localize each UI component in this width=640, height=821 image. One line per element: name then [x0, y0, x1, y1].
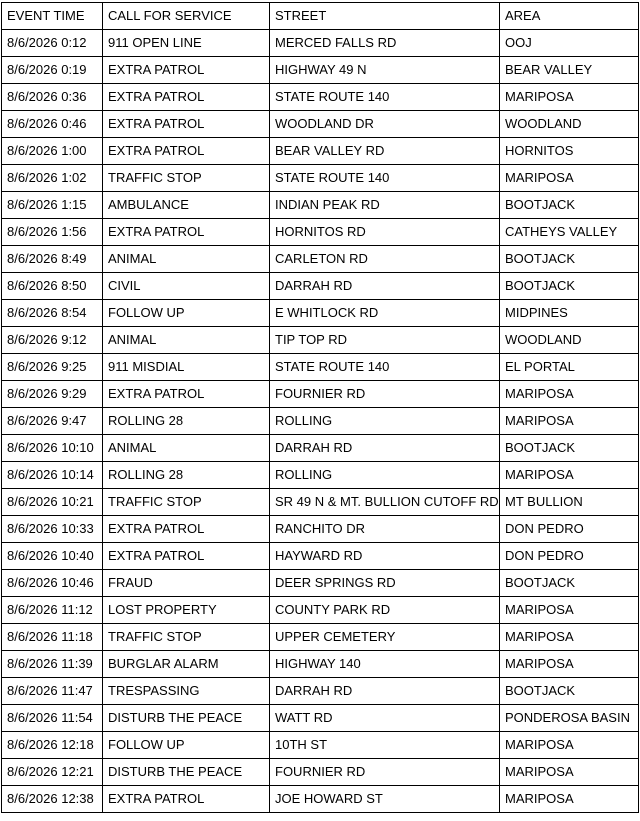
area-cell: MARIPOSA: [500, 165, 639, 192]
table-row: [2, 192, 639, 219]
table-row: [2, 651, 639, 678]
call-for-service-cell: ANIMAL: [103, 435, 270, 462]
street-cell: DARRAH RD: [270, 435, 500, 462]
table-row: [2, 759, 639, 786]
table-row: [2, 678, 639, 705]
call-for-service-cell: FOLLOW UP: [103, 300, 270, 327]
area-cell: DON PEDRO: [500, 543, 639, 570]
area-cell: WOODLAND: [500, 327, 639, 354]
street-cell: HIGHWAY 140: [270, 651, 500, 678]
call-for-service-cell: BURGLAR ALARM: [103, 651, 270, 678]
area-cell: BOOTJACK: [500, 570, 639, 597]
call-for-service-cell: TRAFFIC STOP: [103, 624, 270, 651]
table-row: [2, 246, 639, 273]
street-cell: DEER SPRINGS RD: [270, 570, 500, 597]
street-cell: BEAR VALLEY RD: [270, 138, 500, 165]
street-cell: FOURNIER RD: [270, 759, 500, 786]
street-cell: STATE ROUTE 140: [270, 165, 500, 192]
street-cell: WATT RD: [270, 705, 500, 732]
call-for-service-cell: DISTURB THE PEACE: [103, 705, 270, 732]
area-cell: MARIPOSA: [500, 597, 639, 624]
street-cell: ROLLING: [270, 462, 500, 489]
event-time-cell: 8/6/2026 11:54: [2, 705, 103, 732]
call-for-service-cell: EXTRA PATROL: [103, 219, 270, 246]
table-row: [2, 435, 639, 462]
event-time-cell: 8/6/2026 8:50: [2, 273, 103, 300]
column-header-event-time: EVENT TIME: [2, 3, 103, 30]
table-row: [2, 300, 639, 327]
call-log-table: [1, 2, 639, 813]
street-cell: E WHITLOCK RD: [270, 300, 500, 327]
area-cell: MARIPOSA: [500, 408, 639, 435]
area-cell: HORNITOS: [500, 138, 639, 165]
column-header-area: AREA: [500, 3, 639, 30]
table-row: [2, 489, 639, 516]
table-row: [2, 786, 639, 813]
area-cell: MARIPOSA: [500, 732, 639, 759]
call-for-service-cell: ANIMAL: [103, 246, 270, 273]
area-cell: BOOTJACK: [500, 246, 639, 273]
call-for-service-cell: LOST PROPERTY: [103, 597, 270, 624]
street-cell: WOODLAND DR: [270, 111, 500, 138]
area-cell: OOJ: [500, 30, 639, 57]
street-cell: HORNITOS RD: [270, 219, 500, 246]
street-cell: FOURNIER RD: [270, 381, 500, 408]
area-cell: MARIPOSA: [500, 462, 639, 489]
table-row: [2, 111, 639, 138]
street-cell: SR 49 N & MT. BULLION CUTOFF RD: [270, 489, 500, 516]
event-time-cell: 8/6/2026 9:25: [2, 354, 103, 381]
street-cell: ROLLING: [270, 408, 500, 435]
call-for-service-cell: 911 OPEN LINE: [103, 30, 270, 57]
street-cell: HIGHWAY 49 N: [270, 57, 500, 84]
call-for-service-cell: EXTRA PATROL: [103, 138, 270, 165]
table-row: [2, 597, 639, 624]
table-body: [2, 30, 639, 813]
table-row: [2, 516, 639, 543]
area-cell: BOOTJACK: [500, 678, 639, 705]
event-time-cell: 8/6/2026 12:38: [2, 786, 103, 813]
area-cell: MIDPINES: [500, 300, 639, 327]
area-cell: DON PEDRO: [500, 516, 639, 543]
table-row: [2, 327, 639, 354]
event-time-cell: 8/6/2026 0:19: [2, 57, 103, 84]
call-for-service-cell: EXTRA PATROL: [103, 57, 270, 84]
call-for-service-cell: EXTRA PATROL: [103, 543, 270, 570]
table-row: [2, 381, 639, 408]
table-row: [2, 84, 639, 111]
call-for-service-cell: EXTRA PATROL: [103, 786, 270, 813]
call-for-service-cell: ROLLING 28: [103, 408, 270, 435]
event-time-cell: 8/6/2026 9:12: [2, 327, 103, 354]
call-for-service-cell: FOLLOW UP: [103, 732, 270, 759]
event-time-cell: 8/6/2026 10:21: [2, 489, 103, 516]
table-row: [2, 543, 639, 570]
table-row: [2, 273, 639, 300]
area-cell: CATHEYS VALLEY: [500, 219, 639, 246]
table-header: [2, 3, 639, 30]
area-cell: BOOTJACK: [500, 435, 639, 462]
table-row: [2, 624, 639, 651]
event-time-cell: 8/6/2026 11:47: [2, 678, 103, 705]
area-cell: MARIPOSA: [500, 759, 639, 786]
event-time-cell: 8/6/2026 8:49: [2, 246, 103, 273]
street-cell: HAYWARD RD: [270, 543, 500, 570]
event-time-cell: 8/6/2026 0:36: [2, 84, 103, 111]
street-cell: 10TH ST: [270, 732, 500, 759]
event-time-cell: 8/6/2026 0:12: [2, 30, 103, 57]
table-row: [2, 57, 639, 84]
area-cell: MARIPOSA: [500, 786, 639, 813]
event-time-cell: 8/6/2026 1:02: [2, 165, 103, 192]
column-header-call-for-service: CALL FOR SERVICE: [103, 3, 270, 30]
call-for-service-cell: ROLLING 28: [103, 462, 270, 489]
event-time-cell: 8/6/2026 12:18: [2, 732, 103, 759]
column-header-street: STREET: [270, 3, 500, 30]
call-for-service-cell: DISTURB THE PEACE: [103, 759, 270, 786]
call-for-service-cell: FRAUD: [103, 570, 270, 597]
street-cell: JOE HOWARD ST: [270, 786, 500, 813]
area-cell: BEAR VALLEY: [500, 57, 639, 84]
table-row: [2, 138, 639, 165]
area-cell: EL PORTAL: [500, 354, 639, 381]
call-for-service-cell: CIVIL: [103, 273, 270, 300]
street-cell: DARRAH RD: [270, 273, 500, 300]
event-time-cell: 8/6/2026 10:40: [2, 543, 103, 570]
area-cell: MARIPOSA: [500, 651, 639, 678]
event-time-cell: 8/6/2026 1:00: [2, 138, 103, 165]
table-row: [2, 570, 639, 597]
event-time-cell: 8/6/2026 10:14: [2, 462, 103, 489]
event-time-cell: 8/6/2026 10:46: [2, 570, 103, 597]
call-for-service-cell: EXTRA PATROL: [103, 84, 270, 111]
call-for-service-cell: TRAFFIC STOP: [103, 165, 270, 192]
table-row: [2, 30, 639, 57]
street-cell: INDIAN PEAK RD: [270, 192, 500, 219]
street-cell: TIP TOP RD: [270, 327, 500, 354]
call-for-service-cell: TRAFFIC STOP: [103, 489, 270, 516]
event-time-cell: 8/6/2026 9:47: [2, 408, 103, 435]
call-for-service-cell: 911 MISDIAL: [103, 354, 270, 381]
area-cell: MARIPOSA: [500, 84, 639, 111]
event-time-cell: 8/6/2026 10:10: [2, 435, 103, 462]
call-for-service-cell: TRESPASSING: [103, 678, 270, 705]
call-for-service-cell: EXTRA PATROL: [103, 111, 270, 138]
street-cell: CARLETON RD: [270, 246, 500, 273]
area-cell: PONDEROSA BASIN: [500, 705, 639, 732]
event-time-cell: 8/6/2026 11:39: [2, 651, 103, 678]
table-row: [2, 354, 639, 381]
event-time-cell: 8/6/2026 10:33: [2, 516, 103, 543]
event-time-cell: 8/6/2026 1:56: [2, 219, 103, 246]
street-cell: DARRAH RD: [270, 678, 500, 705]
street-cell: MERCED FALLS RD: [270, 30, 500, 57]
table-row: [2, 462, 639, 489]
area-cell: WOODLAND: [500, 111, 639, 138]
call-for-service-cell: EXTRA PATROL: [103, 381, 270, 408]
table-row: [2, 732, 639, 759]
event-time-cell: 8/6/2026 12:21: [2, 759, 103, 786]
header-row: [2, 3, 639, 30]
table-row: [2, 165, 639, 192]
event-time-cell: 8/6/2026 9:29: [2, 381, 103, 408]
area-cell: BOOTJACK: [500, 273, 639, 300]
area-cell: BOOTJACK: [500, 192, 639, 219]
street-cell: UPPER CEMETERY: [270, 624, 500, 651]
area-cell: MARIPOSA: [500, 624, 639, 651]
call-for-service-cell: ANIMAL: [103, 327, 270, 354]
event-time-cell: 8/6/2026 11:12: [2, 597, 103, 624]
event-time-cell: 8/6/2026 11:18: [2, 624, 103, 651]
table-row: [2, 705, 639, 732]
event-time-cell: 8/6/2026 8:54: [2, 300, 103, 327]
area-cell: MT BULLION: [500, 489, 639, 516]
area-cell: MARIPOSA: [500, 381, 639, 408]
event-time-cell: 8/6/2026 1:15: [2, 192, 103, 219]
table-row: [2, 219, 639, 246]
call-for-service-cell: AMBULANCE: [103, 192, 270, 219]
street-cell: RANCHITO DR: [270, 516, 500, 543]
call-for-service-cell: EXTRA PATROL: [103, 516, 270, 543]
event-time-cell: 8/6/2026 0:46: [2, 111, 103, 138]
street-cell: COUNTY PARK RD: [270, 597, 500, 624]
table-row: [2, 408, 639, 435]
street-cell: STATE ROUTE 140: [270, 354, 500, 381]
street-cell: STATE ROUTE 140: [270, 84, 500, 111]
